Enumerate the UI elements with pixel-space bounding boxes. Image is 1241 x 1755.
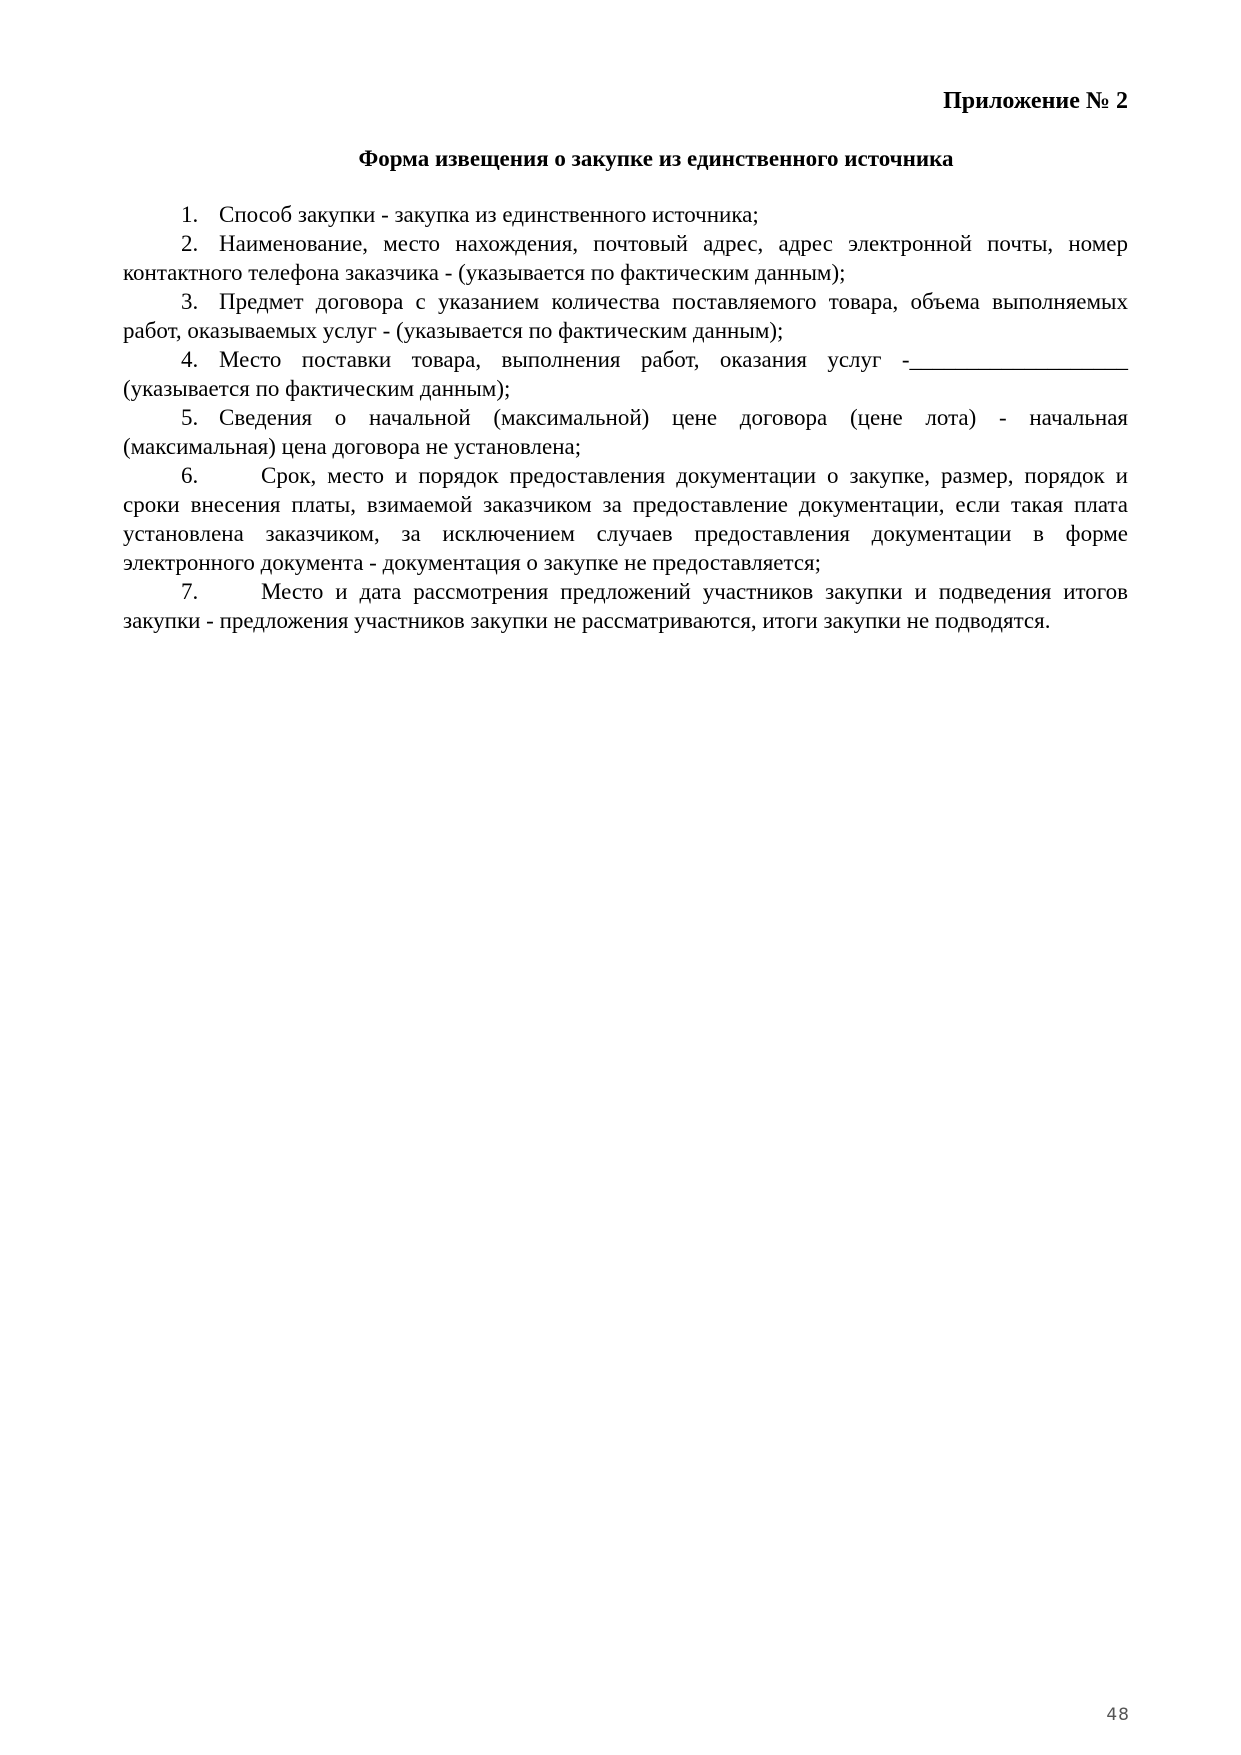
document-title: Форма извещения о закупке из единственного источника [358, 146, 954, 171]
item-text: Место и дата рассмотрения предложений участников закупки и подведения итогов закупки - предложения участников закупки не рассматриваются, итоги закупки не подводятся. [123, 579, 1128, 633]
item-number: 6. [181, 463, 199, 488]
item-number: 1. [181, 202, 199, 227]
item-text: Срок, место и порядок предоставления документации о закупке, размер, порядок и сроки внесения платы, взимаемой заказчиком за предоставление документации, если такая плата установлена заказчиком, за исключением случаев предоставления документации в форме электронного документа - документация о закупке не предоставляется; [123, 463, 1128, 575]
item-number: 7. [181, 579, 199, 604]
item-text: Способ закупки - закупка из единственного источника; [219, 202, 759, 227]
appendix-label: Приложение № 2 [943, 88, 1128, 114]
item-text: Наименование, место нахождения, почтовый адрес, адрес электронной почты, номер контактного телефона заказчика - (указывается по фактическим данным); [123, 231, 1128, 285]
page-number: 48 [1106, 1705, 1130, 1725]
item-text: Сведения о начальной (максимальной) цене договора (цене лота) - начальная (максимальная) цена договора не установлена; [123, 405, 1128, 459]
list-item [123, 577, 1128, 635]
list-item [123, 287, 1128, 345]
item-number: 5. [181, 405, 199, 430]
list-item [123, 229, 1128, 287]
item-text: Предмет договора с указанием количества поставляемого товара, объема выполняемых работ, оказываемых услуг - (указывается по фактическим данным); [123, 289, 1128, 343]
item-text: Место поставки товара, выполнения работ, оказания услуг -___________________ (указывается по фактическим данным); [123, 347, 1128, 401]
item-number: 3. [181, 289, 199, 314]
notice-items-list [123, 200, 1128, 635]
list-item [123, 403, 1128, 461]
item-number: 2. [181, 231, 199, 256]
list-item [123, 461, 1128, 577]
item-number: 4. [181, 347, 199, 372]
list-item [123, 200, 1128, 229]
list-item [123, 345, 1128, 403]
